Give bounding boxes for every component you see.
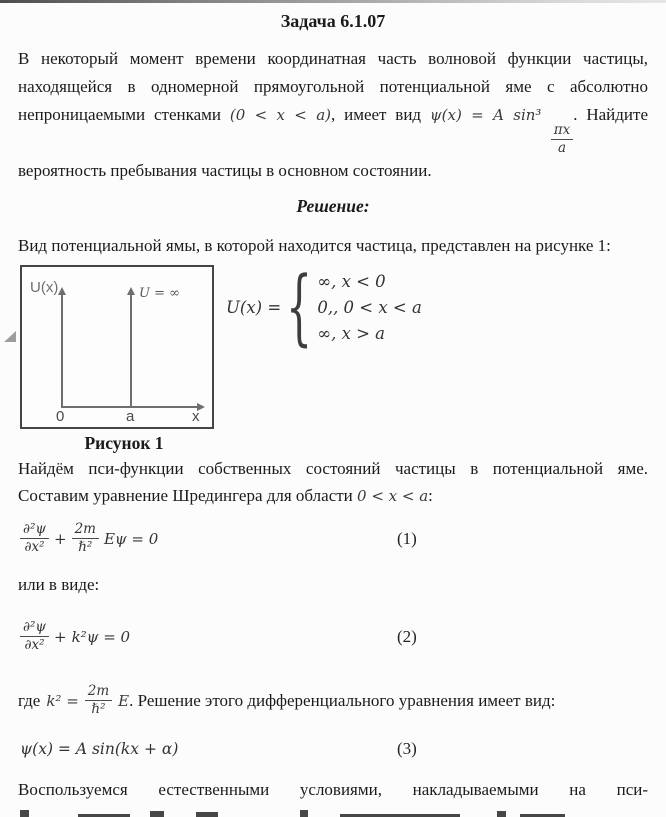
k-squared-fraction — [85, 683, 112, 718]
piecewise-rows — [317, 271, 422, 344]
or-in-form-text: или в виде: — [18, 574, 100, 594]
piecewise-row-3: ∞, x > a — [317, 324, 386, 344]
figure-section — [0, 259, 666, 453]
equation-2-tail: k²ψ = 0 — [71, 627, 131, 646]
equation-2-body — [20, 619, 130, 654]
fraction-numerator: ∂²ψ — [20, 619, 49, 637]
energy-variable: E — [118, 691, 130, 710]
inline-math-domain: 0 < x < a — [357, 486, 429, 505]
equation-2-fraction — [20, 619, 49, 654]
solution-heading: Решение: — [296, 195, 370, 216]
figure-caption: Рисунок 1 — [84, 432, 164, 453]
problem-statement-paragraph — [18, 45, 648, 185]
equation-1-fraction-2 — [72, 521, 99, 556]
right-wall-arrowhead-icon — [127, 287, 135, 295]
plus-sign: + — [53, 627, 67, 646]
equation-3-body: ψ(x) = A sin(kx + α) — [20, 739, 179, 758]
equation-1-fraction-1 — [20, 521, 49, 556]
fraction-denominator: ∂x² — [24, 539, 45, 556]
fraction-numerator: 2m — [72, 521, 99, 539]
window-top-edge — [0, 0, 666, 3]
equation-3 — [20, 734, 648, 764]
schrodinger-setup-paragraph — [18, 455, 648, 510]
u-axis-label: U(x) — [30, 278, 59, 296]
fraction-denominator: ∂x² — [24, 637, 45, 654]
u-infinity-label: U = ∞ — [139, 285, 180, 301]
findpsi-colon: : — [428, 485, 433, 505]
fraction-numerator: 2m — [85, 683, 112, 701]
where-text-2: . Решение этого дифференциального уравнения имеет вид: — [129, 690, 556, 710]
formula-period: . — [573, 105, 578, 124]
equation-1-number: (1) — [397, 528, 417, 548]
fraction-denominator: ℏ² — [91, 701, 106, 718]
problem-text-3: Найдите вероятность пребывания частицы в основном состоянии. — [18, 105, 649, 180]
resize-grip-icon — [4, 331, 16, 342]
equation-2 — [20, 614, 648, 660]
page-title: Задача 6.1.07 — [280, 11, 386, 31]
clipped-text-fragment — [150, 811, 164, 817]
intro-paragraph: Вид потенциальной ямы, в которой находится частица, представлен на рисунке 1: — [18, 235, 611, 255]
fraction-numerator: ∂²ψ — [20, 521, 49, 539]
left-wall-arrow — [61, 295, 63, 407]
plus-sign: + — [53, 529, 67, 548]
right-wall-arrow — [130, 295, 132, 407]
problem-text-2: , имеет вид — [331, 105, 422, 124]
axis-origin-label: 0 — [56, 407, 65, 425]
left-wall-arrowhead-icon — [58, 287, 66, 295]
axis-a-label: a — [126, 407, 135, 425]
findpsi-text: Найдём пси-функции собственных состояний частицы в потенциальной яме. Составим уравнение Шредингера для области — [18, 458, 648, 505]
wave-function-prefix: ψ(x) = A sin³ — [429, 106, 542, 124]
k-squared-equals: k² = — [46, 691, 79, 710]
piecewise-row-1: ∞, x < 0 — [317, 272, 386, 292]
inline-math-range: (0 < x < a) — [229, 106, 332, 124]
closing-paragraph: Воспользуемся естественными условиями, накладываемыми на пси- — [18, 779, 648, 799]
problem-text-1: В некоторый момент времени координатная часть волновой функции частицы, находящейся в одномерной прямоугольной потенциальной яме с абсолютно непроницаемыми стенками — [18, 49, 648, 124]
clipped-text-fragment — [20, 810, 29, 817]
equation-1-body — [20, 521, 158, 556]
fraction-denominator: ℏ² — [78, 539, 93, 556]
piecewise-lhs: U(x) = — [226, 298, 282, 318]
clipped-text-fragment — [196, 812, 218, 817]
fraction-denominator: a — [558, 139, 567, 156]
equation-1 — [20, 516, 648, 562]
clipped-text-fragment — [300, 810, 308, 817]
fraction-numerator: πx — [551, 122, 574, 140]
where-k-paragraph — [18, 678, 648, 724]
piecewise-brace: { — [286, 259, 313, 355]
equation-3-number: (3) — [397, 738, 417, 758]
piecewise-potential-equation — [226, 259, 422, 355]
where-text: где — [18, 690, 41, 710]
equation-2-number: (2) — [397, 626, 417, 646]
equation-1-tail: Eψ = 0 — [103, 529, 159, 548]
wave-function-fraction — [551, 122, 574, 157]
piecewise-row-2: 0,, 0 < x < a — [317, 298, 422, 318]
x-axis-label: x — [192, 407, 200, 425]
potential-well-figure — [20, 265, 214, 429]
clipped-text-fragment — [497, 811, 506, 817]
